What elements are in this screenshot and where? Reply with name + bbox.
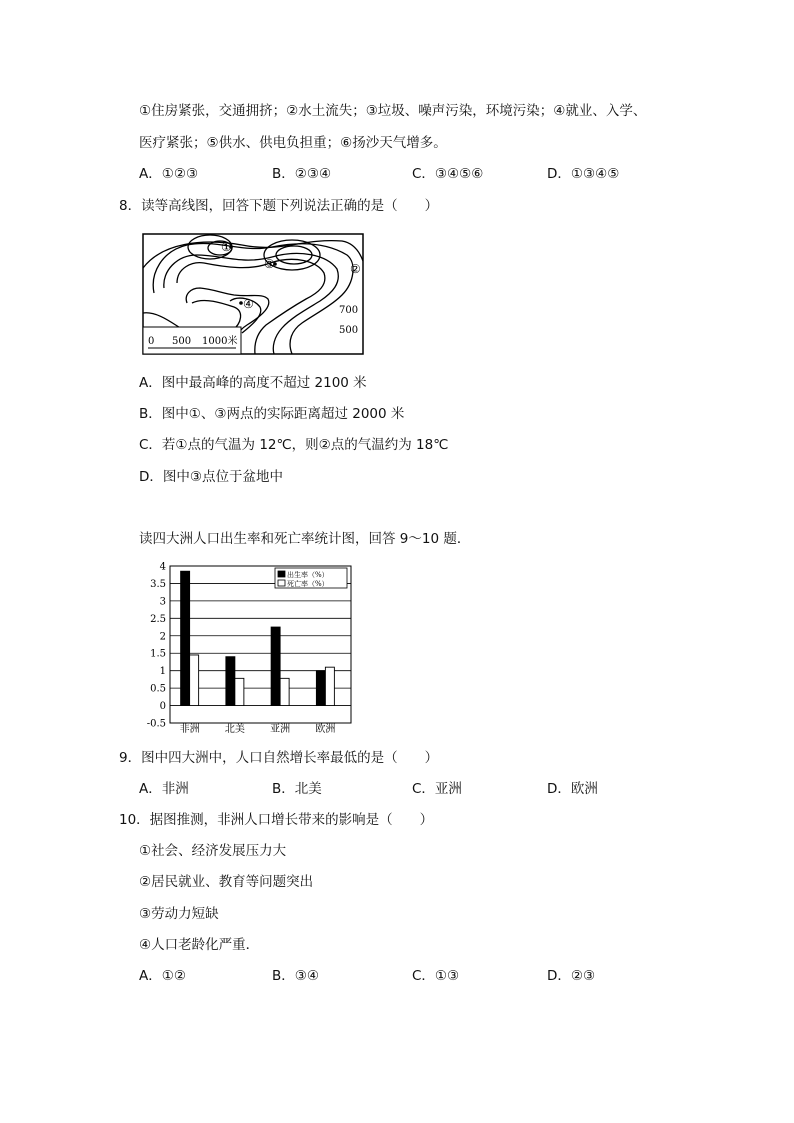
- contour-label-500: 500: [339, 325, 359, 336]
- q7-option-a: A．①②③: [139, 166, 199, 182]
- point-label-3: ③: [264, 257, 275, 271]
- y-tick-label: 0.5: [150, 683, 166, 695]
- scale-label-0: 0: [148, 336, 155, 347]
- q10-item-1: ①社会、经济发展压力大: [139, 843, 287, 859]
- q8-option-b: B．图中①、③两点的实际距离超过 2000 米: [139, 406, 405, 422]
- y-tick-label: 3: [159, 596, 166, 608]
- y-tick-label: 2: [159, 631, 166, 643]
- bar: [181, 571, 190, 705]
- q10-stem: 10．据图推测，非洲人口增长带来的影响是（ ）: [119, 812, 434, 828]
- bar: [325, 667, 334, 705]
- point-label-2: ②: [350, 262, 361, 276]
- x-category-label: 欧洲: [315, 724, 336, 735]
- y-tick-label: 2.5: [150, 613, 166, 625]
- bar: [316, 671, 325, 706]
- bar: [190, 655, 199, 706]
- q8-option-d: D．图中③点位于盆地中: [139, 469, 283, 485]
- q8-option-c: C．若①点的气温为 12℃，则②点的气温约为 18℃: [139, 437, 449, 453]
- q10-option-a: A．①②: [139, 968, 186, 984]
- bar: [280, 678, 289, 705]
- x-category-label: 非洲: [179, 724, 200, 735]
- q7-items-line1: ①住房紧张，交通拥挤；②水土流失；③垃圾、噪声污染，环境污染；④就业、入学、: [139, 103, 647, 119]
- legend-swatch: [278, 571, 285, 577]
- q9-stem: 9．图中四大洲中，人口自然增长率最低的是（ ）: [119, 750, 439, 766]
- q10-item-4: ④人口老龄化严重．: [139, 937, 260, 953]
- q8-option-a: A．图中最高峰的高度不超过 2100 米: [139, 375, 367, 391]
- q10-item-3: ③劳动力短缺: [139, 906, 219, 922]
- y-tick-label: 1: [159, 666, 166, 678]
- contour-label-700: 700: [339, 305, 359, 316]
- legend-label: 死亡率（%）: [287, 580, 329, 588]
- bar: [235, 678, 244, 705]
- y-tick-label: 0: [159, 701, 166, 713]
- q10-item-2: ②居民就业、教育等问题突出: [139, 874, 314, 890]
- q10-option-c: C．①③: [412, 968, 460, 984]
- point-label-1: ①: [221, 240, 232, 254]
- y-tick-label: 4: [159, 561, 166, 573]
- contour-map: [142, 233, 364, 355]
- q9-option-b: B．北美: [272, 781, 322, 797]
- scale-label-1000: 1000米: [202, 336, 238, 347]
- q10-option-b: B．③④: [272, 968, 319, 984]
- q8-stem: 8．读等高线图，回答下题下列说法正确的是（ ）: [119, 198, 439, 214]
- scale-label-500: 500: [172, 336, 192, 347]
- q7-option-b: B．②③④: [272, 166, 332, 182]
- legend-swatch: [278, 580, 285, 586]
- q10-option-d: D．②③: [547, 968, 596, 984]
- q7-items-line2: 医疗紧张；⑤供水、供电负担重；⑥扬沙天气增多。: [139, 135, 447, 151]
- q7-option-c: C．③④⑤⑥: [412, 166, 484, 182]
- q9-option-a: A．非洲: [139, 781, 189, 797]
- point-label-4: ④: [243, 297, 254, 311]
- q7-option-d: D．①③④⑤: [547, 166, 620, 182]
- bar-chart: [141, 556, 357, 736]
- y-tick-label: -0.5: [146, 718, 166, 730]
- legend-label: 出生率（%）: [287, 571, 329, 579]
- y-tick-label: 3.5: [150, 578, 166, 590]
- bar: [226, 657, 235, 706]
- y-tick-label: 1.5: [150, 648, 166, 660]
- x-category-label: 亚洲: [270, 724, 291, 735]
- bar: [271, 627, 280, 706]
- q9-option-c: C．亚洲: [412, 781, 462, 797]
- intro-9-10: 读四大洲人口出生率和死亡率统计图，回答 9～10 题．: [139, 531, 471, 547]
- q9-option-d: D．欧洲: [547, 781, 598, 797]
- x-category-label: 北美: [224, 724, 245, 735]
